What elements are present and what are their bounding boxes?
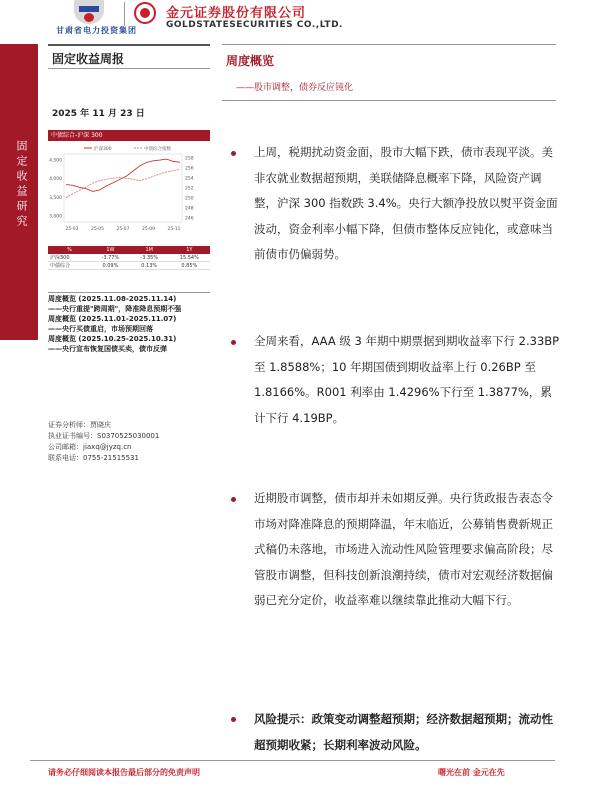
bullet-icon (231, 151, 236, 156)
table-header-cell: 1M (130, 246, 169, 254)
table-cell: 15.54% (169, 254, 210, 262)
x-tick-label: 25-07 (116, 227, 130, 232)
divider (30, 760, 555, 761)
brand-name-en: GOLDSTATESECURITIES CO.,LTD. (166, 20, 343, 30)
related-reports (48, 294, 212, 354)
y-right-tick-label: 250 (185, 196, 194, 202)
related-report-link[interactable]: 周度概览 (2025.11.08-2025.11.14) (48, 295, 177, 303)
header-divider (124, 2, 125, 26)
y-right-tick-label: 258 (185, 156, 194, 162)
related-report-link[interactable]: 周度概览 (2025.11.01-2025.11.07) (48, 315, 177, 323)
table-cell: 0.13% (130, 262, 169, 270)
divider (48, 292, 210, 293)
analyst-email[interactable]: 公司邮箱：jiaxq@jyzq.cn (48, 443, 132, 451)
x-tick-label: 25-03 (65, 227, 79, 232)
section-title: 周度概览 (226, 54, 275, 68)
summary-paragraph: 上周，税期扰动资金面，股市大幅下跌，债市表现平淡。美非农就业数据超预期，美联储降息概率下降，风险资产调整，沪深 300 指数跌 3.4%。央行大额净投放以熨平资金面波动，资金利率小幅下降，但债市整体反应钝化，或意味当前债市仍偏弱势。 (254, 145, 558, 261)
analyst-name: 证券分析师：贾晓庆 (48, 421, 111, 429)
summary-paragraph: 全周来看，AAA 级 3 年期中期票据到期收益率下行 2.33BP 至 1.8588%；10 年期国债到期收益率上行 0.26BP 至 1.8166%。R001 利率由 1.4296%下行至 1.3877%，累计下行 4.19BP。 (254, 334, 560, 425)
table-cell: 0.85% (169, 262, 210, 270)
table-cell: -3.35% (130, 254, 169, 262)
sidebar (0, 44, 38, 340)
bullet-icon (231, 497, 236, 502)
sidebar-label: 固定收益研究 (15, 140, 28, 230)
x-tick-label: 25-05 (90, 227, 105, 232)
y-right-tick-label: 248 (185, 206, 194, 212)
divider (222, 44, 556, 45)
divider (48, 44, 210, 46)
group-logo-icon (74, 0, 104, 24)
footer-slogan: 曙光在前 金元在先 (438, 768, 505, 777)
line-chart (48, 142, 210, 246)
chart-header: 中债综合-沪深 300 (48, 130, 210, 141)
analyst-license: 执业证书编号：S0370525030001 (48, 432, 160, 440)
y-right-tick-label: 254 (185, 176, 194, 182)
brand-logo-icon (134, 2, 156, 24)
analyst-phone: 联系电话：0755-21515531 (48, 454, 139, 462)
related-report-subtitle: ——央行重提"跨周期"，降准降息预期不强 (48, 305, 182, 313)
section-subtitle: ——股市调整，债券反应钝化 (236, 83, 354, 93)
x-tick-label: 25-09 (141, 227, 156, 232)
y-left-tick-label: 3,500 (49, 195, 62, 201)
related-report-subtitle: ——央行买债重启，市场预期回落 (48, 325, 153, 333)
divider (222, 100, 556, 101)
table-header-row (48, 246, 210, 254)
group-logo-caption: 甘肃省电力投资集团 (56, 26, 137, 35)
related-report-subtitle: ——央行宣布恢复国债买卖，债市反弹 (48, 345, 167, 353)
report-date: 2025 年 11 月 23 日 (52, 109, 145, 119)
bullet-icon (231, 340, 236, 345)
related-report-link[interactable]: 周度概览 (2025.10.25-2025.10.31) (48, 335, 177, 343)
risk-warning: 风险提示：政策变动调整超预期；经济数据超预期；流动性超预期收紧；长期利率波动风险。 (254, 712, 553, 752)
summary-paragraph: 近期股市调整，债市却并未如期反弹。央行货政报告表态令市场对降准降息的预期降温，年末临近，公募销售费新规正式稿仍未落地，市场进入流动性风险管理要求偏高阶段；尽管股市调整，但科技创新浪潮持续，债市对宏观经济数据偏弱已充分定价，收益率难以继续靠此推动大幅下行。 (254, 491, 553, 607)
report-title: 固定收益周报 (52, 52, 125, 66)
y-right-tick-label: 252 (185, 186, 194, 192)
bullet-icon (231, 717, 236, 722)
performance-table (48, 246, 210, 270)
legend-label-hs300: 沪深300 (94, 147, 112, 152)
x-tick-label: 25-11 (167, 227, 181, 232)
y-left-tick-label: 4,000 (49, 177, 62, 183)
y-left-tick-label: 4,500 (49, 158, 62, 164)
table-cell: 0.09% (91, 262, 130, 270)
series-line-hs300 (66, 159, 180, 191)
footer-disclaimer[interactable]: 请务必仔细阅读本报告最后部分的免责声明 (48, 768, 200, 777)
table-header-cell: % (48, 246, 91, 254)
legend-label-bond: 中债综合指数 (144, 147, 171, 152)
divider (48, 68, 210, 69)
y-right-tick-label: 246 (185, 216, 194, 222)
table-cell: 中债综合 (48, 262, 91, 270)
index-chart (48, 130, 210, 246)
table-cell: -3.77% (91, 254, 130, 262)
y-left-tick-label: 3,000 (49, 214, 62, 220)
group-logo (52, 0, 137, 40)
table-cell: 沪深300 (48, 254, 91, 262)
series-line-bond (66, 170, 180, 198)
table-row (48, 254, 210, 262)
y-right-tick-label: 256 (185, 166, 194, 172)
brand-name-cn: 金元证券股份有限公司 (166, 6, 307, 21)
table-header-cell: 1W (91, 246, 130, 254)
table-row (48, 262, 210, 270)
analyst-info (48, 420, 212, 464)
table-header-cell: 1Y (169, 246, 210, 254)
